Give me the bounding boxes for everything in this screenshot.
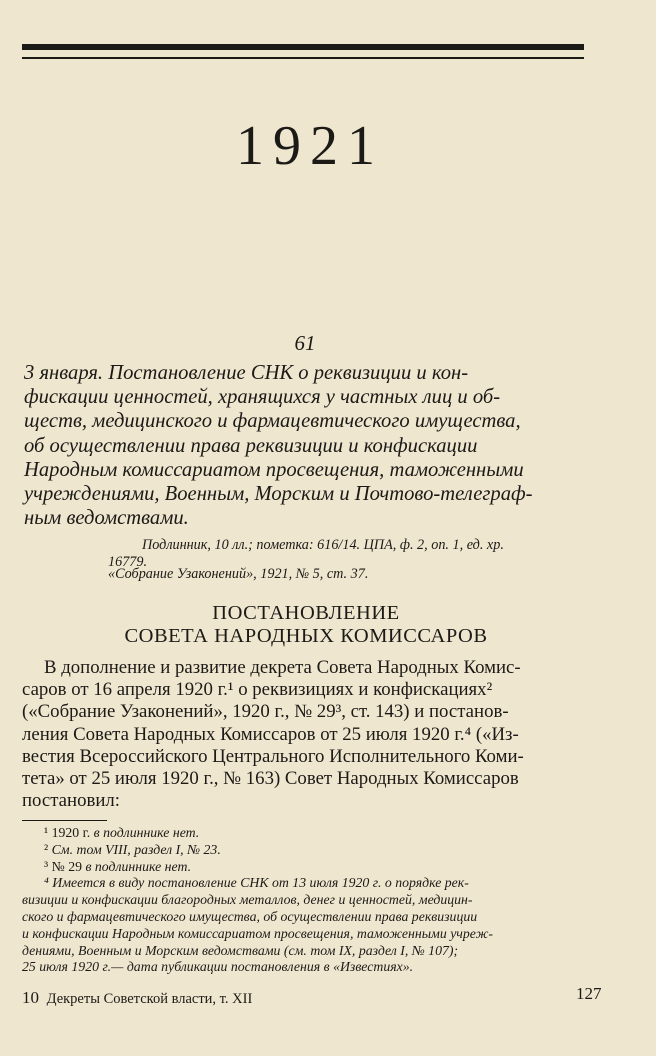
signature-text: Декреты Советской власти, т. XII [46, 991, 253, 1007]
heading-line: 3 января. Постановление СНК о реквизиции и кон- [24, 362, 469, 384]
decree-title: ПОСТАНОВЛЕНИЕ [212, 602, 400, 624]
body-line: вестия Всероссийского Центрального Исполнительного Коми- [22, 745, 524, 767]
header-rule-thin [22, 57, 584, 59]
heading-line: ным ведомствами. [24, 507, 189, 530]
body-line: саров от 16 апреля 1920 г.¹ о реквизициях и конфискациях² [22, 679, 493, 701]
footnotes [22, 825, 602, 976]
heading-line: Народным комиссариатом просвещения, таможенными [24, 458, 524, 481]
heading-line: фискации ценностей, хранящихся у частных лиц и об- [24, 386, 501, 409]
footnote-3: ³ № 29 в подлиннике нет. [44, 858, 192, 874]
heading-line: учреждениями, Военным, Морским и Почтово-телеграф- [24, 483, 533, 506]
footnote-4-line: дениями, Военным и Морским ведомствами (см. том IX, раздел I, № 107); [22, 942, 459, 958]
header-rule-thick [22, 44, 584, 50]
source-line: 16779. [108, 554, 148, 570]
document-heading [24, 361, 600, 530]
footnote-4-line: 25 июля 1920 г.— дата публикации постановления в «Известиях». [22, 959, 414, 975]
page-number: 127 [576, 984, 602, 1003]
source-publication: «Собрание Узаконений», 1921, № 5, ст. 37. [108, 566, 369, 582]
document-number: 61 [294, 331, 316, 355]
body-paragraph [22, 657, 602, 812]
source-line: Подлинник, 10 лл.; пометка: 616/14. ЦПА, ф. 2, оп. 1, ед. хр. [142, 537, 504, 553]
body-line: («Собрание Узаконений», 1920 г., № 29³, ст. 143) и постанов- [22, 701, 509, 723]
footnote-1: ¹ 1920 г. в подлиннике нет. [44, 825, 200, 840]
decree-title-sub: СОВЕТА НАРОДНЫХ КОМИССАРОВ [124, 625, 488, 647]
footnote-2: ² См. том VIII, раздел I, № 23. [44, 841, 221, 857]
body-line: ления Совета Народных Комиссаров от 25 июля 1920 г.⁴ («Из- [22, 723, 519, 745]
heading-line: об осуществлении права реквизиции и конфискации [24, 434, 478, 457]
body-line: тета» от 25 июля 1920 г., № 163) Совет Народных Комиссаров [22, 768, 519, 790]
footnote-4-line: ⁴ Имеется в виду постановление СНК от 13 июля 1920 г. о порядке рек- [44, 875, 469, 891]
body-line: В дополнение и развитие декрета Совета Народных Комис- [44, 657, 521, 678]
signature-number: 10 [22, 988, 39, 1007]
footnote-4-line: ского и фармацевтического имущества, об осуществлении права реквизиции [22, 908, 478, 924]
year-heading: 1921 [236, 115, 384, 177]
footnote-4-line: и конфискации Народным комиссариатом просвещения, таможенными учреж- [22, 925, 493, 941]
heading-line: ществ, медицинского и фармацевтического имущества, [24, 410, 521, 433]
footnote-rule [22, 820, 107, 821]
body-line: постановил: [22, 790, 120, 812]
footnote-4-line: визиции и конфискации благородных металлов, денег и ценностей, медицин- [22, 892, 473, 908]
signature-line [22, 988, 252, 1008]
